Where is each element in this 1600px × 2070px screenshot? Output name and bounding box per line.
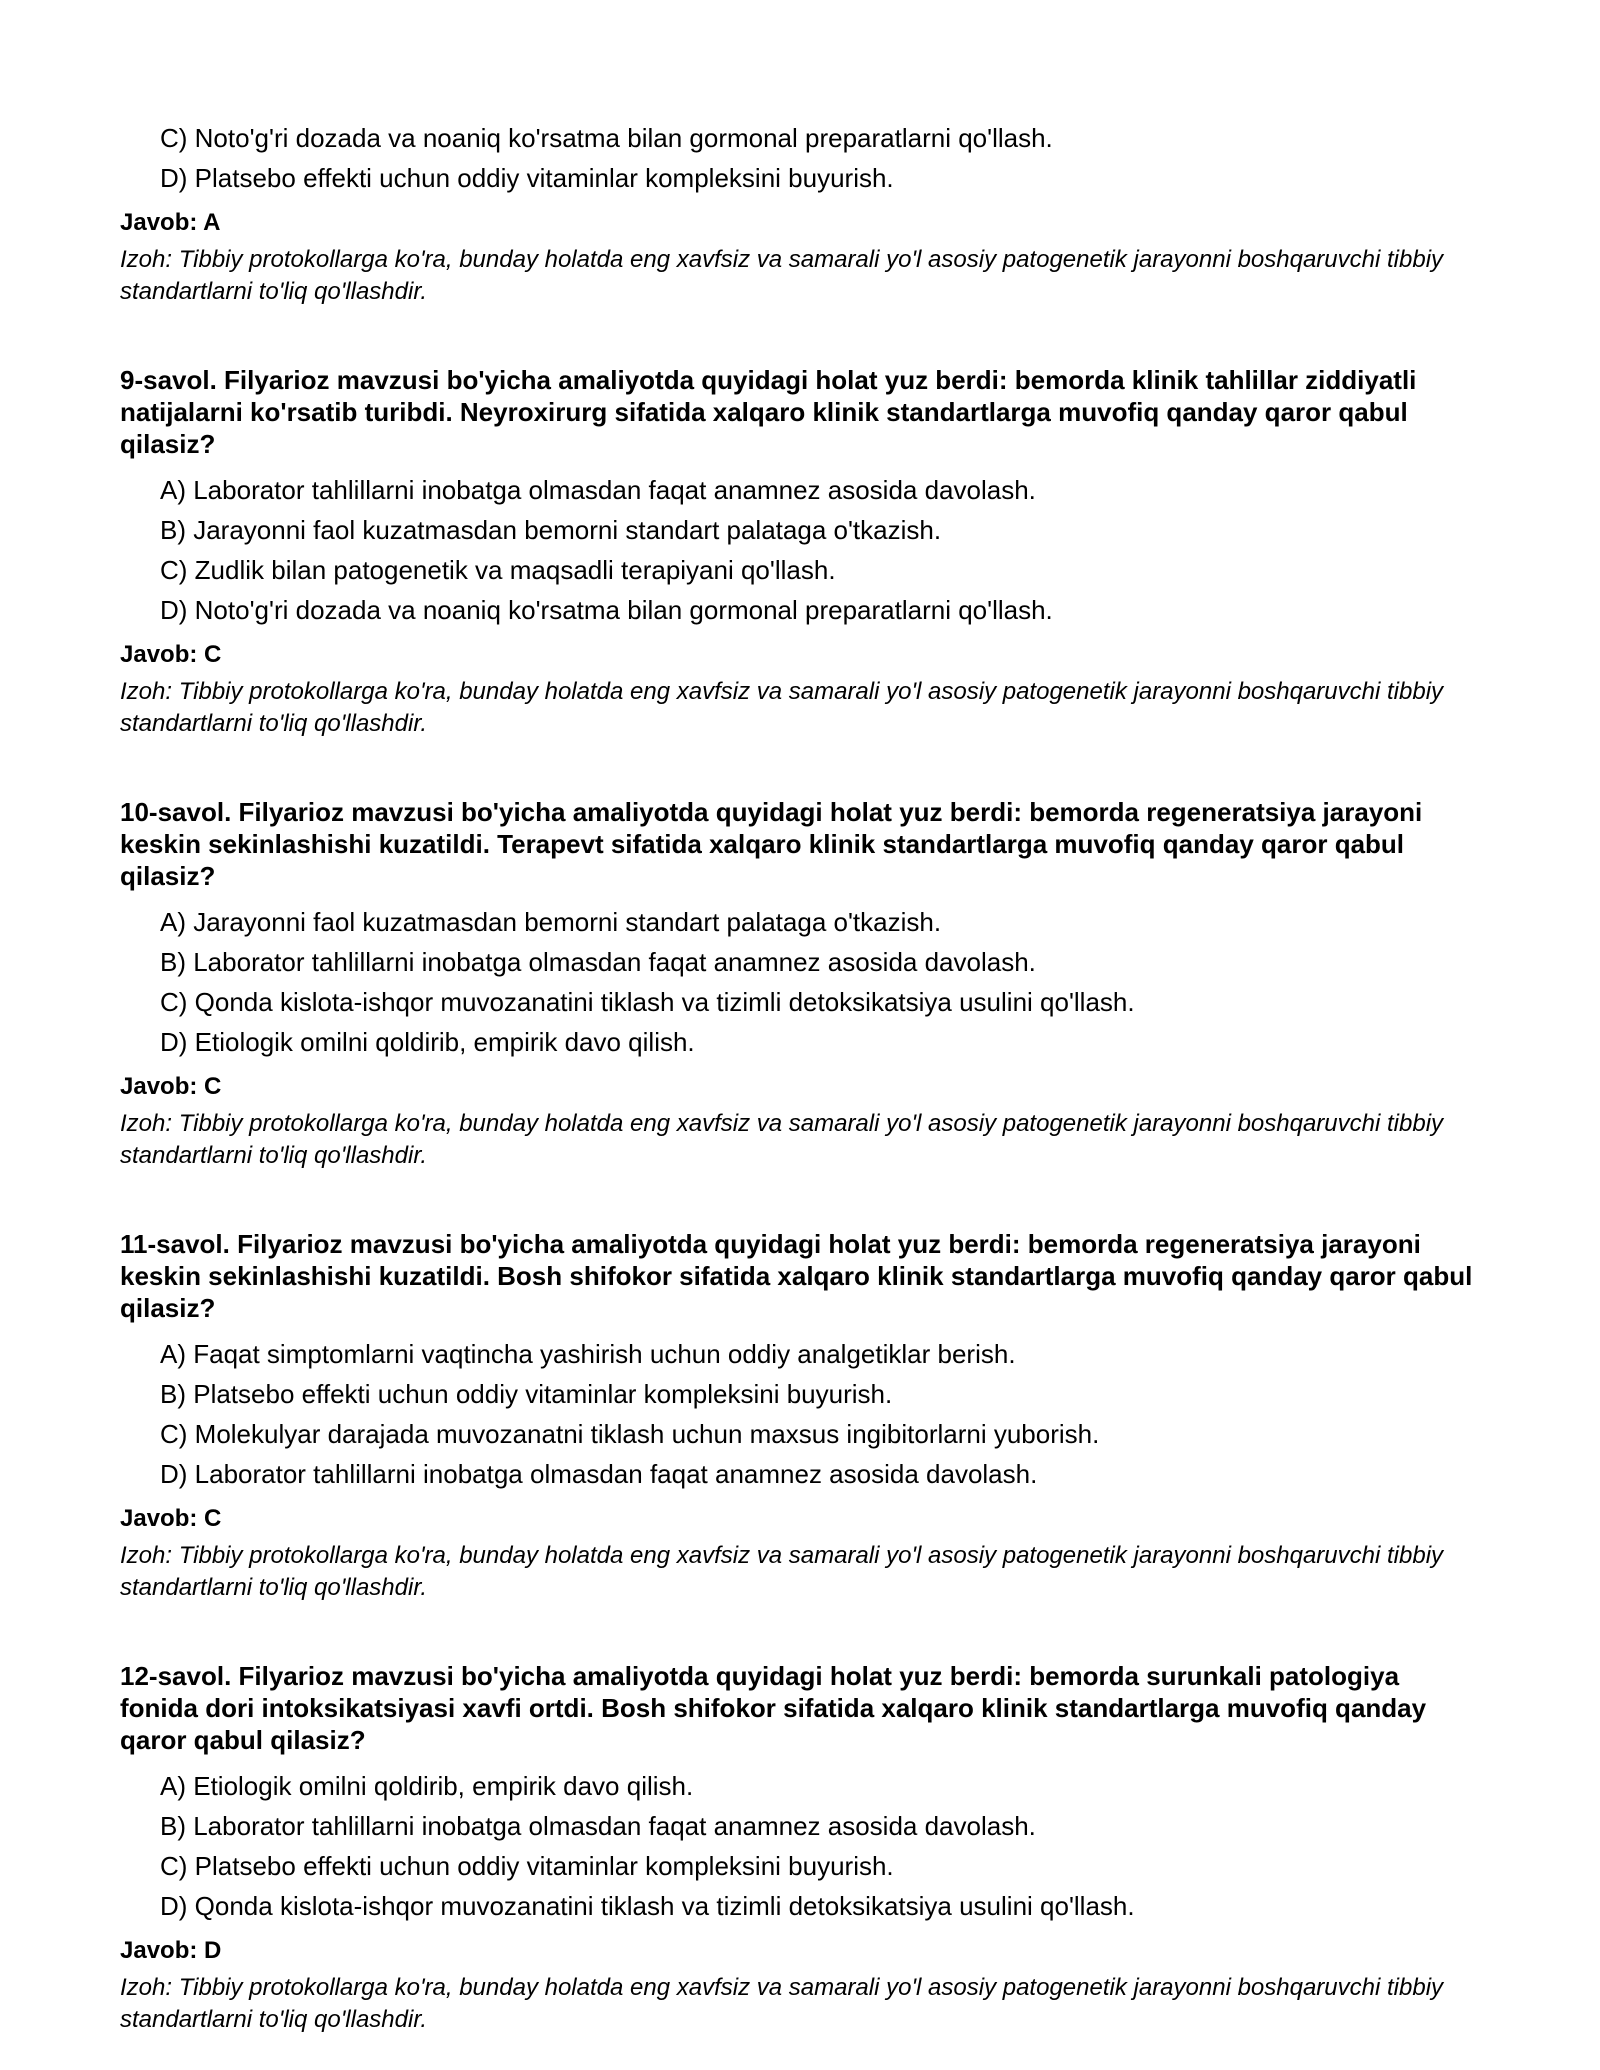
option-b: B) Laborator tahlillarni inobatga olmasdan faqat anamnez asosida davolash.	[160, 1811, 1036, 1841]
explanation-note: Izoh: Tibbiy protokollarga ko'ra, bunday holatda eng xavfsiz va samarali yo'l asosiy patogenetik jarayonni boshqaruvchi tibbiy standartlarni to'liq qo'llashdir.	[120, 1974, 1444, 2033]
question-10	[120, 796, 1480, 1172]
option-a: A) Faqat simptomlarni vaqtincha yashirish uchun oddiy analgetiklar berish.	[160, 1339, 1016, 1369]
explanation-note: Izoh: Tibbiy protokollarga ko'ra, bunday holatda eng xavfsiz va samarali yo'l asosiy patogenetik jarayonni boshqaruvchi tibbiy standartlarni to'liq qo'llashdir.	[120, 678, 1444, 737]
explanation-note: Izoh: Tibbiy protokollarga ko'ra, bunday holatda eng xavfsiz va samarali yo'l asosiy patogenetik jarayonni boshqaruvchi tibbiy standartlarni to'liq qo'llashdir.	[120, 1542, 1444, 1601]
explanation-note: Izoh: Tibbiy protokollarga ko'ra, bunday holatda eng xavfsiz va samarali yo'l asosiy patogenetik jarayonni boshqaruvchi tibbiy standartlarni to'liq qo'llashdir.	[120, 1110, 1444, 1169]
option-c: C) Zudlik bilan patogenetik va maqsadli terapiyani qo'llash.	[160, 555, 836, 585]
question-11	[120, 1228, 1480, 1604]
option-c: C) Molekulyar darajada muvozanatni tiklash uchun maxsus ingibitorlarni yuborish.	[160, 1419, 1100, 1449]
option-d: D) Laborator tahlillarni inobatga olmasdan faqat anamnez asosida davolash.	[160, 1459, 1038, 1489]
answer-label: Javob: A	[120, 209, 221, 236]
explanation-note: Izoh: Tibbiy protokollarga ko'ra, bunday holatda eng xavfsiz va samarali yo'l asosiy patogenetik jarayonni boshqaruvchi tibbiy standartlarni to'liq qo'llashdir.	[120, 246, 1444, 305]
option-a: A) Etiologik omilni qoldirib, empirik davo qilish.	[160, 1771, 694, 1801]
option-c: C) Platsebo effekti uchun oddiy vitaminlar kompleksini buyurish.	[160, 1851, 894, 1881]
option-c: C) Qonda kislota-ishqor muvozanatini tiklash va tizimli detoksikatsiya usulini qo'llash.	[160, 987, 1135, 1017]
question-title: 12-savol. Filyarioz mavzusi bo'yicha amaliyotda quyidagi holat yuz berdi: bemorda surunkali patologiya fonida dori intoksikatsiyasi xavfi ortdi. Bosh shifokor sifatida xalqaro klinik standartlarga muvofiq qanday qaror qabul qilasiz?	[120, 1661, 1427, 1755]
option-a: A) Jarayonni faol kuzatmasdan bemorni standart palataga o'tkazish.	[160, 907, 942, 937]
option-d: D) Etiologik omilni qoldirib, empirik davo qilish.	[160, 1027, 695, 1057]
option-d: D) Qonda kislota-ishqor muvozanatini tiklash va tizimli detoksikatsiya usulini qo'llash.	[160, 1891, 1135, 1921]
question-title: 10-savol. Filyarioz mavzusi bo'yicha amaliyotda quyidagi holat yuz berdi: bemorda regeneratsiya jarayoni keskin sekinlashishi kuzatildi. Terapevt sifatida xalqaro klinik standartlarga muvofiq qanday qaror qabul qilasiz?	[120, 797, 1423, 891]
answer-label: Javob: C	[120, 641, 222, 668]
option-b: B) Laborator tahlillarni inobatga olmasdan faqat anamnez asosida davolash.	[160, 947, 1036, 977]
option-c: C) Noto'g'ri dozada va noaniq ko'rsatma bilan gormonal preparatlarni qo'llash.	[160, 123, 1053, 153]
option-d: D) Platsebo effekti uchun oddiy vitaminlar kompleksini buyurish.	[160, 163, 894, 193]
answer-label: Javob: D	[120, 1937, 222, 1964]
question-12	[120, 1660, 1480, 2036]
question-9	[120, 364, 1480, 740]
option-b: B) Jarayonni faol kuzatmasdan bemorni standart palataga o'tkazish.	[160, 515, 942, 545]
option-b: B) Platsebo effekti uchun oddiy vitaminlar kompleksini buyurish.	[160, 1379, 893, 1409]
document-page	[120, 118, 1480, 2036]
answer-label: Javob: C	[120, 1505, 222, 1532]
question-8-fragment	[120, 118, 1480, 308]
option-a: A) Laborator tahlillarni inobatga olmasdan faqat anamnez asosida davolash.	[160, 475, 1036, 505]
answer-label: Javob: C	[120, 1073, 222, 1100]
option-d: D) Noto'g'ri dozada va noaniq ko'rsatma bilan gormonal preparatlarni qo'llash.	[160, 595, 1053, 625]
question-title: 9-savol. Filyarioz mavzusi bo'yicha amaliyotda quyidagi holat yuz berdi: bemorda klinik tahlillar ziddiyatli natijalarni ko'rsatib turibdi. Neyroxirurg sifatida xalqaro klinik standartlarga muvofiq qanday qaror qabul qilasiz?	[120, 365, 1417, 459]
question-title: 11-savol. Filyarioz mavzusi bo'yicha amaliyotda quyidagi holat yuz berdi: bemorda regeneratsiya jarayoni keskin sekinlashishi kuzatildi. Bosh shifokor sifatida xalqaro klinik standartlarga muvofiq qanday qaror qabul qilasiz?	[120, 1229, 1473, 1323]
